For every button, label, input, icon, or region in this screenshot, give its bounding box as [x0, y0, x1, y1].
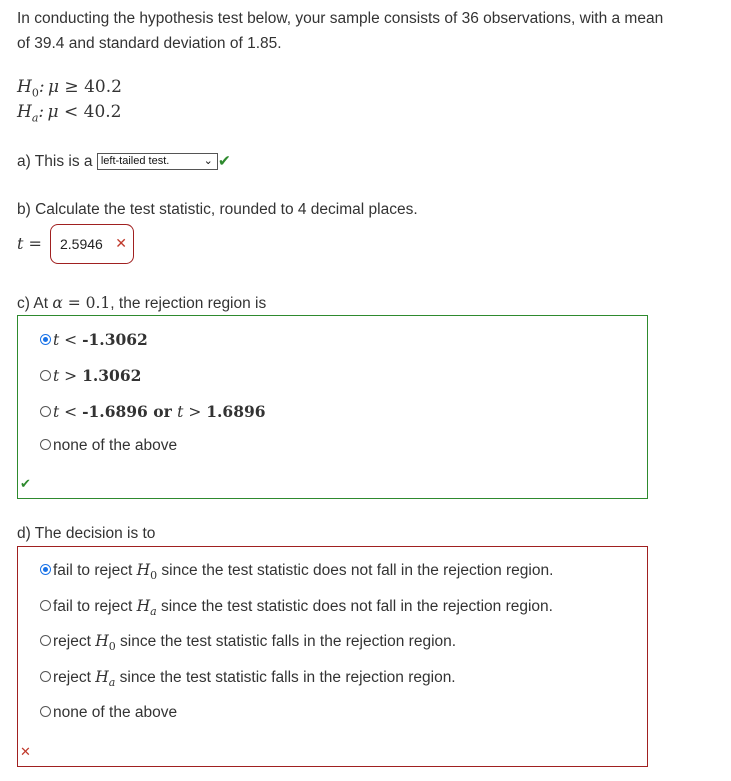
part-d-prompt: d) The decision is to: [17, 525, 156, 542]
alternative-hypothesis: $H_a$: μ < 40.2: [17, 102, 122, 125]
radio[interactable]: [40, 439, 51, 450]
decision-option-2[interactable]: fail to reject $H_a$ since the test statistic does not fall in the rejection region.: [40, 597, 553, 618]
chevron-down-icon: ⌄: [203, 155, 213, 168]
question-intro: In conducting the hypothesis test below, your sample consists of 36 observations, with a mean of 39.4 and standard deviation of 1.85.: [17, 10, 664, 52]
decision-option-3[interactable]: reject $H_0$ since the test statistic falls in the rejection region.: [40, 632, 456, 653]
test-statistic-input[interactable]: [50, 224, 134, 264]
radio[interactable]: [40, 706, 51, 717]
rejection-option-2[interactable]: t > 1.3062: [40, 366, 141, 386]
correct-check-icon: ✔: [20, 476, 31, 491]
decision-option-1[interactable]: fail to reject $H_0$ since the test statistic does not fall in the rejection region.: [40, 561, 553, 582]
decision-options: [17, 546, 648, 767]
rejection-option-3[interactable]: t < -1.6896 or t > 1.6896: [40, 402, 266, 422]
correct-check-icon: ✔: [217, 153, 231, 170]
rejection-option-4[interactable]: none of the above: [40, 437, 177, 455]
radio[interactable]: [40, 406, 51, 417]
incorrect-x-icon: ✕: [20, 744, 31, 759]
test-statistic-value: 2.5946: [60, 236, 103, 252]
part-a-label: a) This is a: [17, 153, 93, 170]
null-hypothesis: $H_0$: μ ≥ 40.2: [17, 77, 122, 100]
radio-selected[interactable]: [40, 334, 51, 345]
decision-option-5[interactable]: none of the above: [40, 704, 177, 722]
incorrect-x-icon: ✕: [115, 235, 127, 251]
part-b-prompt: b) Calculate the test statistic, rounded to 4 decimal places.: [17, 201, 418, 218]
radio[interactable]: [40, 671, 51, 682]
rejection-region-options: [17, 315, 648, 499]
radio[interactable]: [40, 600, 51, 611]
radio-selected[interactable]: [40, 564, 51, 575]
part-c-prompt: c) At α = 0.1, the rejection region is: [17, 294, 267, 312]
t-equals-label: t =: [17, 234, 42, 253]
test-type-select[interactable]: [97, 153, 218, 170]
rejection-option-1[interactable]: t < -1.3062: [40, 330, 148, 350]
test-type-selected: left-tailed test.: [100, 155, 170, 168]
radio[interactable]: [40, 370, 51, 381]
decision-option-4[interactable]: reject $H_a$ since the test statistic falls in the rejection region.: [40, 668, 456, 689]
radio[interactable]: [40, 635, 51, 646]
part-a: [17, 152, 231, 171]
